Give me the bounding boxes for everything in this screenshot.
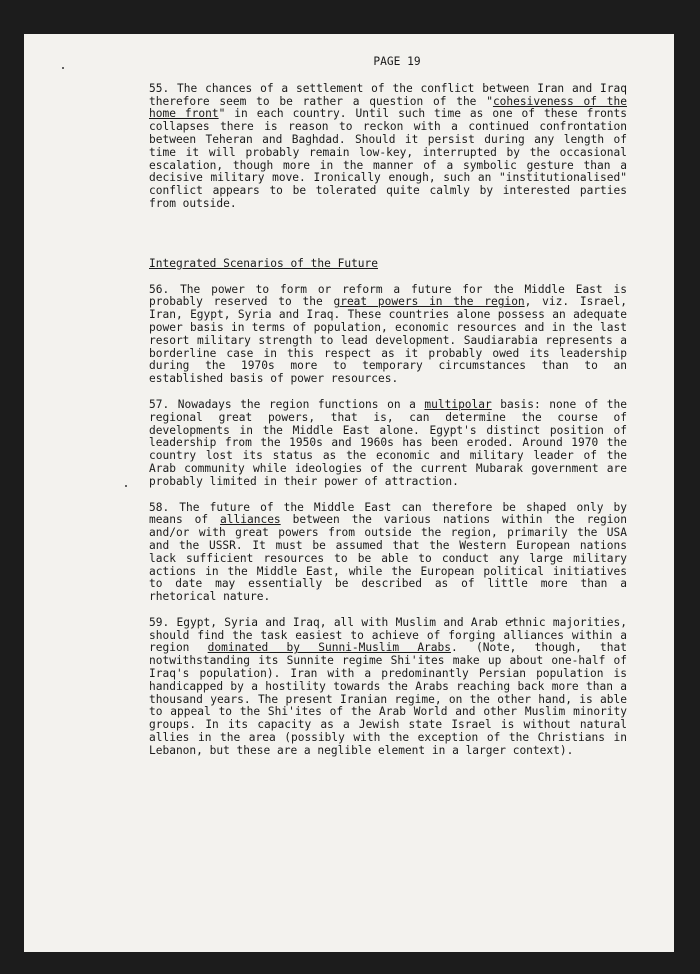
- section-heading: Integrated Scenarios of the Future: [149, 256, 379, 270]
- underlined-phrase: dominated by Sunni-Muslim Arabs: [207, 641, 452, 655]
- page-content: [149, 56, 627, 758]
- paragraph-58: 58. The future of the Middle East can therefore be shaped only by means of alliances between the various nations within the region and/or with great powers from outside the region, primarily the USA and the USSR. It must be assumed that the Western European nations lack sufficient resources to be able to conduct any large military actions in the Middle East, while the European political initiatives to date may essentially be described as of little more than a rhetorical nature.: [149, 500, 627, 604]
- paragraph-56: 56. The power to form or reform a future for the Middle East is probably reserved to the great powers in the region, viz. Israel, Iran, Egypt, Syria and Iraq. These countries alone possess an adequate power basis in terms of population, economic resources and in the last resort military strength to lead development. Saudiarabia represents a borderline case in this respect as it probably owed its leadership during the 1970s more to temporary circumstances than to an established basis of power resources.: [149, 282, 628, 386]
- paragraph-57: 57. Nowadays the region functions on a multipolar basis: none of the regional great powers, that is, can determine the course of developments in the Middle East alone. Egypt's distinct position of leadership from the 1950s and 1960s has been eroded. Around 1970 the country lost its status as the economic and military leader of the Arab community while ideologies of the current Mubarak government are probably limited in their power of attraction.: [149, 397, 627, 488]
- paragraph-59: 59. Egypt, Syria and Iraq, all with Muslim and Arab ethnic majorities, should find the task easiest to achieve of forging alliances within a region dominated by Sunni-Muslim Arabs. (Note, though, that notwithstanding its Sunnite regime Shi'ites make up about one-half of Iraq's population). Iran with a predominantly Persian population is handicapped by a hostility towards the Arabs reaching back more than a thousand years. The present Iranian regime, on the other hand, is able to appeal to the Shi'ites of the Arab World and other Muslim minority groups. In its capacity as a Jewish state Israel is without natural allies in the area (possibly with the exception of the Christians in Lebanon, but these are a neglible element in a larger context).: [149, 615, 627, 757]
- underlined-phrase: great powers in the region: [333, 295, 525, 309]
- document-page: [24, 34, 674, 952]
- paper-speck: [125, 485, 127, 487]
- paper-speck: [62, 67, 64, 69]
- page-number: PAGE 19: [373, 55, 421, 68]
- paragraph-55: 55. The chances of a settlement of the conflict between Iran and Iraq therefore seem to be rather a question of the "cohesiveness of the home front" in each country. Until such time as one of these fronts collapses there is reason to reckon with a continued confrontation between Teheran and Baghdad. Should it persist during any length of time it will probably remain low-key, interrupted by the occasional escalation, though more in the manner of a symbolic gesture than a decisive military move. Ironically enough, such an "institutionalised" conflict appears to be tolerated quite calmly by interested parties from outside.: [149, 81, 628, 210]
- underlined-phrase: multipolar: [424, 397, 492, 411]
- underlined-phrase: alliances: [220, 513, 281, 527]
- underlined-phrase: cohesiveness of the home front: [149, 94, 627, 121]
